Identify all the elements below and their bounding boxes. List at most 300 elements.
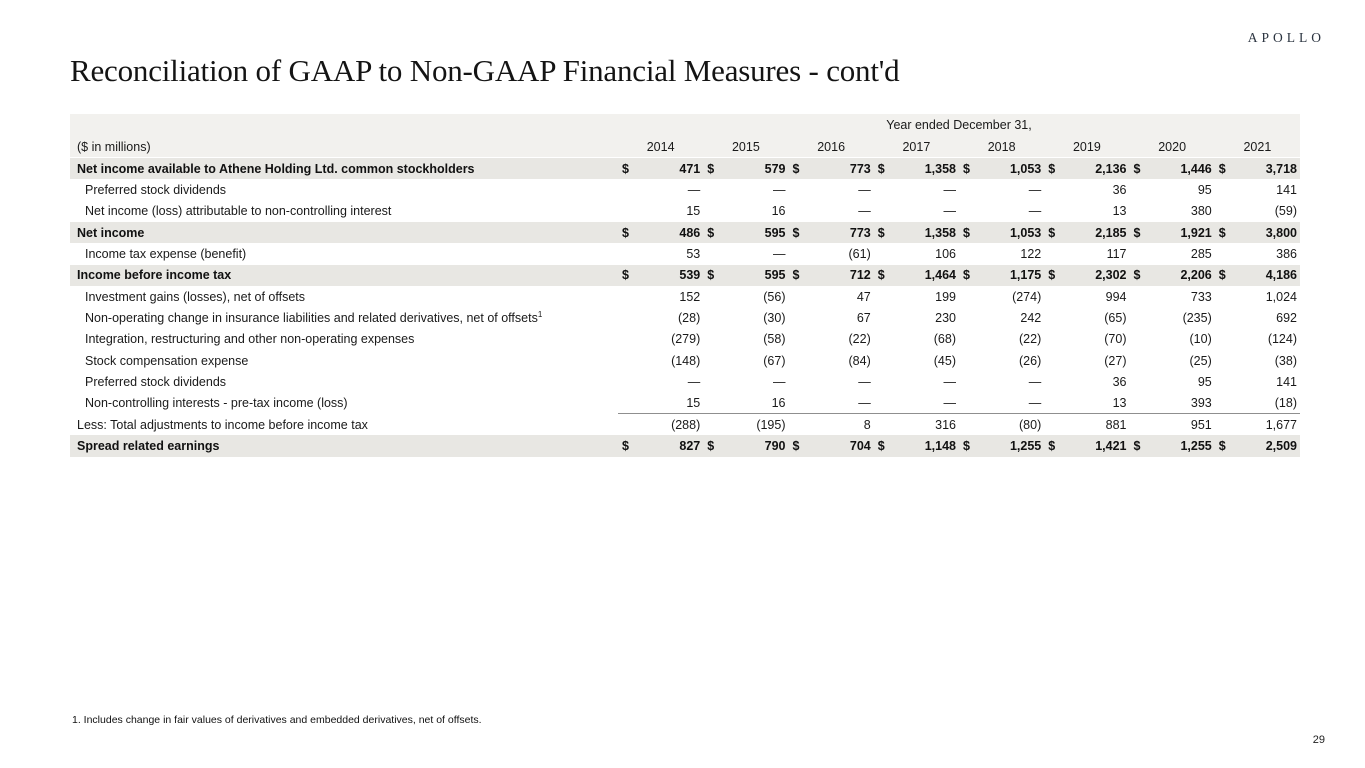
cell-value: (70) — [1104, 332, 1127, 347]
row-values — [618, 222, 1300, 243]
cell-value: 1,053 — [1009, 225, 1042, 240]
row-label — [70, 439, 618, 453]
cell-value: 67 — [856, 311, 871, 326]
cell-value: 141 — [1276, 183, 1297, 198]
value-cell — [618, 183, 703, 197]
cell-value: 692 — [1276, 311, 1297, 326]
value-cell — [1044, 247, 1129, 261]
dollar-sign: $ — [792, 161, 800, 176]
value-cell — [703, 204, 788, 218]
cell-value: 95 — [1197, 375, 1212, 390]
cell-value: 2,185 — [1095, 225, 1127, 240]
year-header-cell: 2021 — [1243, 139, 1272, 154]
value-cell — [1130, 332, 1215, 346]
dollar-sign: $ — [707, 161, 715, 176]
table-row — [70, 243, 1300, 264]
cell-value: 386 — [1276, 247, 1297, 262]
value-cell — [874, 311, 959, 325]
value-cell — [789, 439, 874, 453]
dollar-sign: $ — [707, 439, 715, 454]
cell-value: — — [1028, 183, 1042, 198]
table-row — [70, 265, 1300, 286]
row-values — [618, 414, 1300, 435]
cell-value: 230 — [935, 311, 956, 326]
row-label-text: Net income — [77, 225, 145, 240]
cell-value: 1,677 — [1265, 417, 1297, 432]
cell-value: 773 — [849, 161, 871, 176]
dollar-sign: $ — [877, 268, 885, 283]
value-cell — [1215, 247, 1300, 261]
year-ended-label: Year ended December 31, — [886, 118, 1032, 132]
dollar-sign: $ — [1048, 161, 1056, 176]
table-row — [70, 158, 1300, 179]
row-label — [70, 290, 618, 304]
cell-value: 994 — [1105, 289, 1127, 304]
cell-value: 152 — [679, 289, 701, 304]
cell-value: (26) — [1019, 353, 1042, 368]
row-label-text: Income before income tax — [77, 268, 232, 283]
value-cell — [874, 183, 959, 197]
table-row — [70, 414, 1300, 435]
row-values — [618, 393, 1300, 414]
dollar-sign: $ — [1133, 225, 1141, 240]
value-cell — [1130, 311, 1215, 325]
table-row — [70, 393, 1300, 414]
cell-value: 1,175 — [1009, 268, 1042, 283]
cell-value: 2,136 — [1095, 161, 1127, 176]
value-cell — [789, 354, 874, 368]
row-label-text: Less: Total adjustments to income before income tax — [77, 417, 368, 432]
value-cell — [1215, 439, 1300, 453]
row-label — [70, 226, 618, 240]
row-label — [70, 183, 618, 197]
year-header-cell: 2020 — [1158, 139, 1187, 154]
cell-value: — — [773, 375, 786, 390]
value-cell — [703, 332, 788, 346]
cell-value: — — [943, 375, 956, 390]
cell-value: (148) — [671, 353, 701, 368]
cell-value: — — [773, 183, 786, 198]
row-label-text: Stock compensation expense — [85, 353, 249, 368]
dollar-sign: $ — [1218, 225, 1226, 240]
value-cell — [789, 396, 874, 410]
row-label — [70, 162, 618, 176]
cell-value: (65) — [1104, 311, 1127, 326]
cell-value: — — [858, 204, 871, 219]
row-values — [618, 371, 1300, 392]
value-cell — [1215, 375, 1300, 389]
value-cell — [618, 354, 703, 368]
cell-value: 595 — [764, 225, 786, 240]
row-values — [618, 243, 1300, 264]
cell-value: — — [943, 183, 956, 198]
cell-value: — — [858, 183, 871, 198]
dollar-sign: $ — [1133, 161, 1141, 176]
footnote: 1. Includes change in fair values of derivatives and embedded derivatives, net of offsets. — [72, 714, 482, 726]
value-cell — [874, 418, 959, 432]
value-cell — [1044, 204, 1129, 218]
year-header-cell: 2019 — [1072, 139, 1101, 154]
value-cell — [1044, 162, 1129, 176]
year-header-cell: 2018 — [987, 139, 1016, 154]
dollar-sign: $ — [1218, 268, 1226, 283]
dollar-sign: $ — [963, 268, 970, 283]
row-values — [618, 435, 1300, 456]
cell-value: 486 — [679, 225, 701, 240]
value-cell — [1215, 332, 1300, 346]
cell-value: — — [858, 375, 871, 390]
cell-value: (28) — [678, 311, 701, 326]
value-cell — [1130, 247, 1215, 261]
dollar-sign: $ — [1218, 439, 1226, 454]
footnote-marker: 1 — [537, 309, 543, 319]
cell-value: 15 — [686, 395, 701, 410]
cell-value: 106 — [935, 247, 956, 262]
year-header-cell: 2014 — [646, 139, 675, 154]
value-cell — [703, 247, 788, 261]
dollar-sign: $ — [622, 439, 629, 454]
cell-value: 15 — [686, 204, 701, 219]
value-cell — [874, 439, 959, 453]
table-body — [70, 158, 1300, 457]
row-label-text: Non-controlling interests - pre-tax income (loss) — [85, 396, 348, 411]
table-row — [70, 307, 1300, 328]
value-cell — [1130, 183, 1215, 197]
value-cell — [1044, 311, 1129, 325]
value-cell — [1044, 375, 1129, 389]
cell-value: (30) — [763, 311, 786, 326]
dollar-sign: $ — [622, 268, 629, 283]
table-row — [70, 286, 1300, 307]
dollar-sign: $ — [792, 268, 800, 283]
cell-value: — — [1028, 204, 1042, 219]
cell-value: 1,446 — [1180, 161, 1212, 176]
dollar-sign: $ — [963, 161, 970, 176]
table-header-row-period — [70, 114, 1300, 136]
value-cell — [703, 268, 788, 282]
cell-value: 95 — [1197, 183, 1212, 198]
value-cell — [703, 226, 788, 240]
cell-value: 117 — [1106, 247, 1127, 262]
cell-value: 393 — [1190, 395, 1212, 410]
row-label-text: Income tax expense (benefit) — [85, 247, 247, 262]
row-label — [70, 247, 618, 261]
year-columns — [618, 140, 1300, 154]
row-label — [70, 268, 618, 282]
row-values — [618, 329, 1300, 350]
cell-value: 8 — [863, 417, 871, 432]
cell-value: (18) — [1274, 395, 1297, 410]
dollar-sign: $ — [622, 225, 629, 240]
cell-value: 539 — [679, 268, 701, 283]
value-cell — [1044, 290, 1129, 304]
cell-value: 380 — [1190, 204, 1212, 219]
cell-value: 242 — [1020, 311, 1042, 326]
value-cell — [1130, 162, 1215, 176]
value-cell — [874, 226, 959, 240]
cell-value: 141 — [1276, 375, 1297, 390]
value-cell — [1215, 204, 1300, 218]
value-cell — [1044, 439, 1129, 453]
value-cell — [1044, 354, 1129, 368]
cell-value: (22) — [1019, 332, 1042, 347]
cell-value: 704 — [849, 439, 871, 454]
cell-value: — — [687, 375, 701, 390]
cell-value: (68) — [933, 332, 956, 347]
dollar-sign: $ — [707, 225, 715, 240]
value-cell — [789, 418, 874, 432]
cell-value: (124) — [1267, 332, 1297, 347]
value-cell — [1215, 418, 1300, 432]
row-values — [618, 179, 1300, 200]
dollar-sign: $ — [877, 439, 885, 454]
page-title: Reconciliation of GAAP to Non-GAAP Financial Measures - cont'd — [70, 53, 900, 88]
cell-value: 4,186 — [1265, 268, 1297, 283]
value-cell — [618, 290, 703, 304]
cell-value: (58) — [763, 332, 786, 347]
cell-value: 316 — [935, 417, 956, 432]
value-cell — [1130, 290, 1215, 304]
value-cell — [1130, 226, 1215, 240]
cell-value: (38) — [1274, 353, 1297, 368]
dollar-sign: $ — [707, 268, 715, 283]
value-cell — [959, 418, 1044, 432]
value-cell — [789, 268, 874, 282]
value-cell — [1215, 226, 1300, 240]
value-cell — [959, 204, 1044, 218]
value-cell — [959, 439, 1044, 453]
cell-value: 1,358 — [924, 225, 956, 240]
cell-value: — — [943, 204, 956, 219]
cell-value: — — [858, 395, 871, 410]
dollar-sign: $ — [1048, 225, 1056, 240]
dollar-sign: $ — [792, 439, 800, 454]
cell-value: 1,358 — [924, 161, 956, 176]
table-header — [70, 114, 1300, 157]
value-cell — [703, 290, 788, 304]
cell-value: (10) — [1189, 332, 1212, 347]
value-cell — [959, 354, 1044, 368]
cell-value: 1,053 — [1009, 161, 1042, 176]
value-cell — [1044, 183, 1129, 197]
cell-value: 471 — [679, 161, 701, 176]
dollar-sign: $ — [963, 225, 970, 240]
row-label-text: Net income available to Athene Holding Ltd. common stockholders — [77, 161, 475, 176]
value-cell — [959, 183, 1044, 197]
value-cell — [1215, 311, 1300, 325]
table-row — [70, 329, 1300, 350]
cell-value: — — [687, 183, 701, 198]
row-label-text: Preferred stock dividends — [85, 375, 227, 390]
cell-value: 579 — [764, 161, 786, 176]
value-cell — [1215, 162, 1300, 176]
row-label-text: Preferred stock dividends — [85, 183, 227, 198]
dollar-sign: $ — [622, 161, 629, 176]
value-cell — [959, 226, 1044, 240]
cell-value: 1,255 — [1009, 439, 1042, 454]
cell-value: (274) — [1012, 289, 1042, 304]
value-cell — [959, 268, 1044, 282]
value-cell — [703, 439, 788, 453]
value-cell — [618, 375, 703, 389]
cell-value: 951 — [1190, 417, 1212, 432]
dollar-sign: $ — [1048, 268, 1056, 283]
cell-value: 1,421 — [1095, 439, 1127, 454]
value-cell — [789, 204, 874, 218]
page-number: 29 — [1312, 734, 1325, 746]
value-cell — [618, 268, 703, 282]
cell-value: 790 — [764, 439, 786, 454]
value-cell — [1215, 183, 1300, 197]
cell-value: 285 — [1190, 247, 1212, 262]
value-cell — [874, 375, 959, 389]
cell-value: 1,148 — [924, 439, 956, 454]
value-cell — [789, 247, 874, 261]
value-cell — [1044, 268, 1129, 282]
row-values — [618, 201, 1300, 222]
dollar-sign: $ — [877, 225, 885, 240]
table-row — [70, 179, 1300, 200]
row-label-text: Investment gains (losses), net of offsets — [85, 289, 306, 304]
cell-value: 16 — [771, 395, 786, 410]
value-cell — [618, 396, 703, 410]
cell-value: 595 — [764, 268, 786, 283]
cell-value: 16 — [771, 204, 786, 219]
cell-value: 733 — [1190, 289, 1212, 304]
value-cell — [874, 354, 959, 368]
value-cell — [618, 162, 703, 176]
dollar-sign: $ — [1218, 161, 1226, 176]
year-header-cell: 2017 — [902, 139, 931, 154]
cell-value: 1,024 — [1265, 289, 1297, 304]
cell-value: (235) — [1182, 311, 1212, 326]
cell-value: (288) — [671, 417, 701, 432]
value-cell — [959, 375, 1044, 389]
table-row — [70, 435, 1300, 456]
row-values — [618, 265, 1300, 286]
cell-value: 122 — [1020, 247, 1042, 262]
cell-value: 1,255 — [1180, 439, 1212, 454]
dollar-sign: $ — [1133, 439, 1141, 454]
value-cell — [874, 204, 959, 218]
value-cell — [618, 247, 703, 261]
value-cell — [618, 418, 703, 432]
value-cell — [1130, 439, 1215, 453]
cell-value: (22) — [848, 332, 871, 347]
row-label — [70, 354, 618, 368]
row-label-text: Non-operating change in insurance liabilities and related derivatives, net of offsets — [85, 311, 538, 326]
value-cell — [789, 290, 874, 304]
dollar-sign: $ — [963, 439, 970, 454]
cell-value: (80) — [1019, 417, 1042, 432]
value-cell — [1130, 396, 1215, 410]
cell-value: (25) — [1189, 353, 1212, 368]
row-label-text: Integration, restructuring and other non-operating expenses — [85, 332, 415, 347]
cell-value: 3,718 — [1265, 161, 1297, 176]
row-label-text: Net income (loss) attributable to non-controlling interest — [85, 204, 392, 219]
value-cell — [703, 354, 788, 368]
dollar-sign: $ — [1048, 439, 1056, 454]
value-cell — [789, 375, 874, 389]
row-label-text: Spread related earnings — [77, 439, 220, 454]
value-cell — [959, 290, 1044, 304]
row-label — [70, 311, 618, 325]
cell-value: 1,464 — [924, 268, 956, 283]
value-cell — [1130, 418, 1215, 432]
value-cell — [618, 204, 703, 218]
value-cell — [1044, 418, 1129, 432]
value-cell — [1044, 332, 1129, 346]
cell-value: (279) — [671, 332, 701, 347]
cell-value: (45) — [933, 353, 956, 368]
cell-value: 53 — [686, 247, 701, 262]
value-cell — [618, 439, 703, 453]
cell-value: 773 — [849, 225, 871, 240]
value-cell — [789, 311, 874, 325]
cell-value: 199 — [935, 289, 956, 304]
cell-value: 2,206 — [1180, 268, 1212, 283]
financial-table — [70, 114, 1300, 457]
cell-value: 1,921 — [1180, 225, 1212, 240]
table-header-row-years — [70, 136, 1300, 157]
value-cell — [703, 396, 788, 410]
value-cell — [959, 311, 1044, 325]
value-cell — [1215, 268, 1300, 282]
value-cell — [1044, 396, 1129, 410]
value-cell — [959, 396, 1044, 410]
row-values — [618, 350, 1300, 371]
dollar-sign: $ — [1133, 268, 1141, 283]
cell-value: (84) — [848, 353, 871, 368]
row-label — [70, 396, 618, 410]
value-cell — [789, 226, 874, 240]
value-cell — [789, 183, 874, 197]
cell-value: (61) — [848, 247, 871, 262]
dollar-sign: $ — [792, 225, 800, 240]
value-cell — [874, 332, 959, 346]
dollar-sign: $ — [877, 161, 885, 176]
cell-value: 881 — [1105, 417, 1127, 432]
value-cell — [1130, 375, 1215, 389]
cell-value: (56) — [763, 289, 786, 304]
row-label — [70, 332, 618, 346]
year-header-cell: 2016 — [817, 139, 846, 154]
cell-value: — — [1028, 375, 1042, 390]
value-cell — [874, 268, 959, 282]
value-cell — [874, 247, 959, 261]
value-cell — [703, 375, 788, 389]
value-cell — [703, 183, 788, 197]
table-row — [70, 350, 1300, 371]
value-cell — [703, 162, 788, 176]
value-cell — [1215, 354, 1300, 368]
value-cell — [618, 311, 703, 325]
value-cell — [703, 311, 788, 325]
value-cell — [959, 247, 1044, 261]
cell-value: 2,302 — [1095, 268, 1127, 283]
cell-value: (27) — [1104, 353, 1127, 368]
cell-value: 712 — [849, 268, 871, 283]
row-values — [618, 307, 1300, 328]
cell-value: (59) — [1274, 204, 1297, 219]
value-cell — [959, 332, 1044, 346]
table-row — [70, 371, 1300, 392]
value-cell — [1044, 226, 1129, 240]
value-cell — [1130, 268, 1215, 282]
row-values — [618, 286, 1300, 307]
value-cell — [789, 332, 874, 346]
table-row — [70, 201, 1300, 222]
